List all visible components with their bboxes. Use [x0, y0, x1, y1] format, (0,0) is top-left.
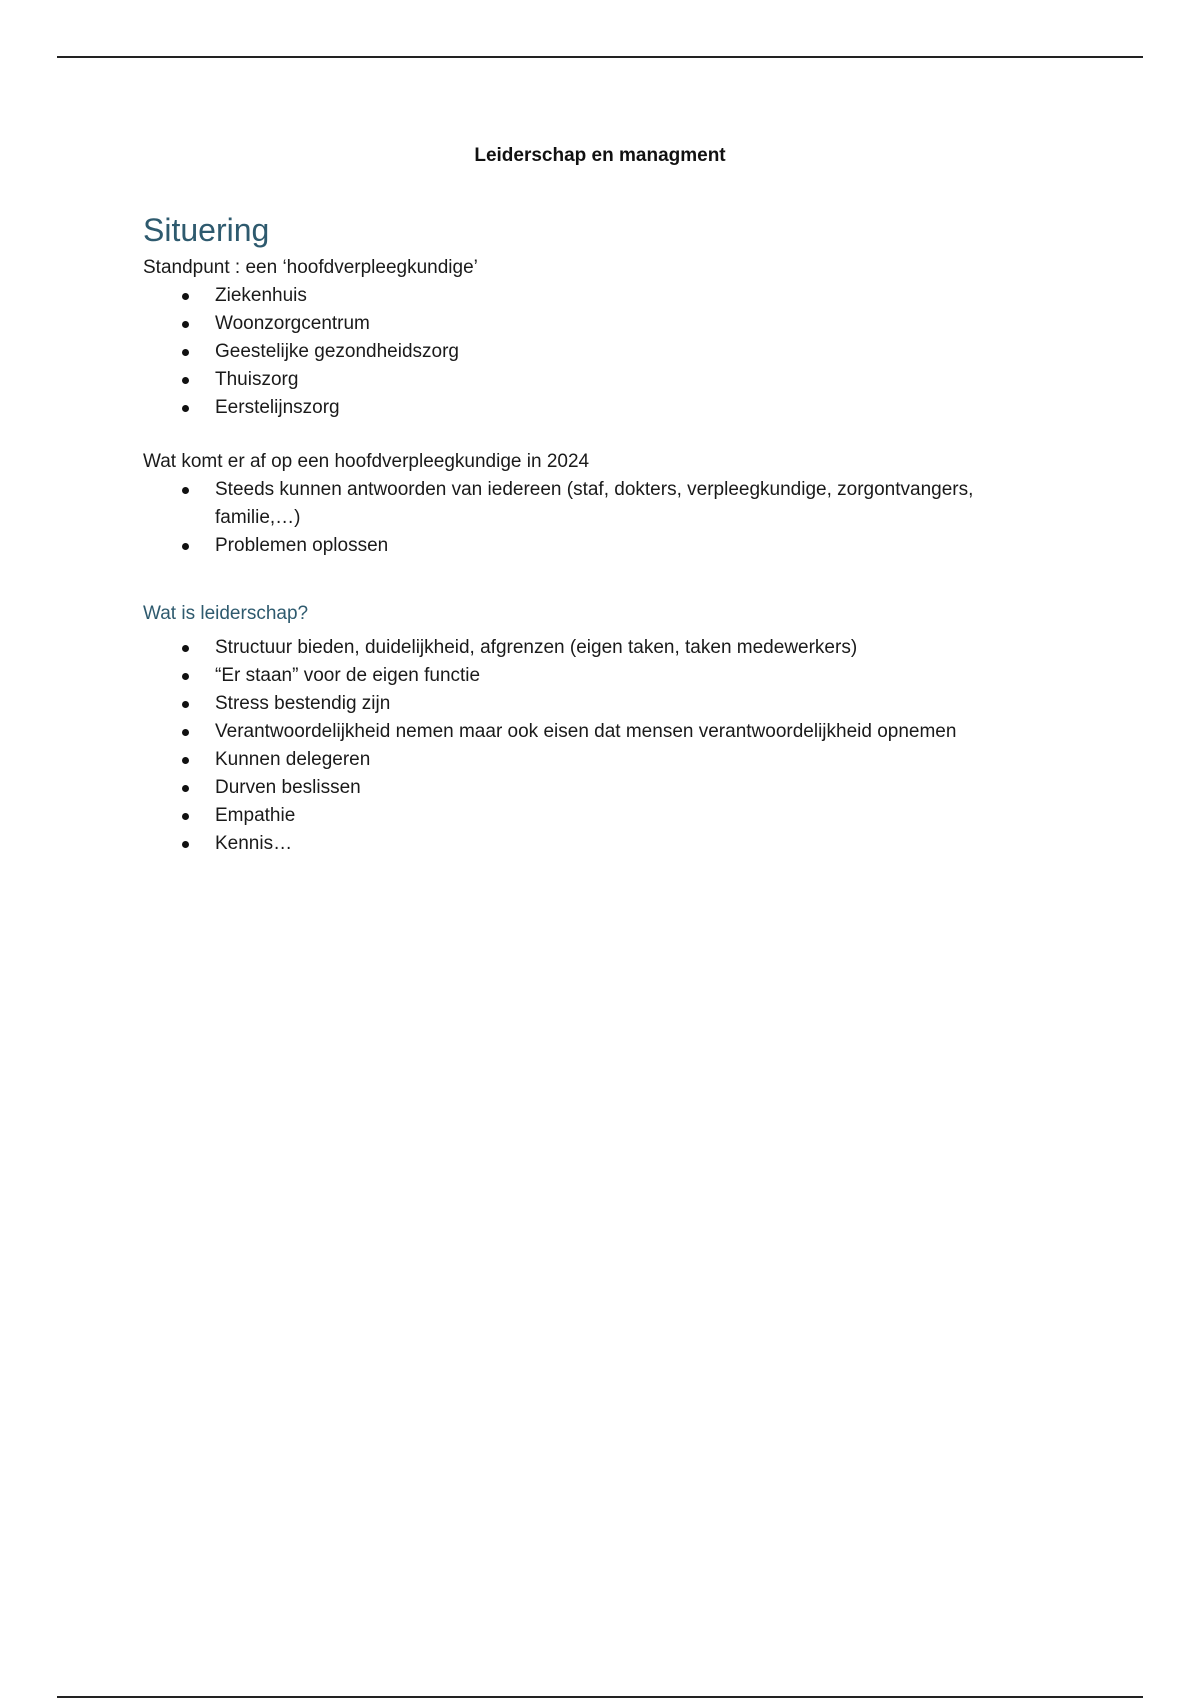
spacer — [143, 422, 1043, 448]
list-item: “Er staan” voor de eigen functie — [143, 662, 1043, 690]
document-body — [143, 208, 1043, 858]
bullet-icon — [182, 321, 189, 328]
list-item: Durven beslissen — [143, 774, 1043, 802]
setting-list — [143, 282, 1043, 422]
bullet-icon — [182, 377, 189, 384]
leadership-list — [143, 634, 1043, 858]
bullet-icon — [182, 729, 189, 736]
bullet-icon — [182, 813, 189, 820]
header-rule — [57, 56, 1143, 58]
list-item: Stress bestendig zijn — [143, 690, 1043, 718]
bullet-icon — [182, 673, 189, 680]
list-item: Verantwoordelijkheid nemen maar ook eisen dat mensen verantwoordelijkheid opnemen — [143, 718, 1043, 746]
list-item: Steeds kunnen antwoorden van iedereen (staf, dokters, verpleegkundige, zorgontvangers, familie,…) — [143, 476, 1043, 532]
bullet-icon — [182, 543, 189, 550]
bullet-icon — [182, 487, 189, 494]
bullet-icon — [182, 785, 189, 792]
bullet-icon — [182, 405, 189, 412]
list-item: Geestelijke gezondheidszorg — [143, 338, 1043, 366]
question-text: Wat komt er af op een hoofdverpleegkundige in 2024 — [143, 451, 590, 472]
document-title: Leiderschap en managment — [474, 145, 726, 166]
list-item: Ziekenhuis — [143, 282, 1043, 310]
tasks-list — [143, 476, 1043, 560]
list-item: Kunnen delegeren — [143, 746, 1043, 774]
list-item: Kennis… — [143, 830, 1043, 858]
bullet-icon — [182, 645, 189, 652]
bullet-icon — [182, 701, 189, 708]
list-item: Structuur bieden, duidelijkheid, afgrenzen (eigen taken, taken medewerkers) — [143, 634, 1043, 662]
list-item: Thuiszorg — [143, 366, 1043, 394]
spacer — [143, 560, 1043, 600]
bullet-icon — [182, 349, 189, 356]
heading-leiderschap: Wat is leiderschap? — [143, 603, 309, 624]
bullet-icon — [182, 841, 189, 848]
bullet-icon — [182, 293, 189, 300]
list-item: Empathie — [143, 802, 1043, 830]
list-item: Problemen oplossen — [143, 532, 1043, 560]
standpunt-text: Standpunt : een ‘hoofdverpleegkundige’ — [143, 257, 478, 278]
heading-situering: Situering — [143, 212, 270, 248]
list-item: Woonzorgcentrum — [143, 310, 1043, 338]
list-item: Eerstelijnszorg — [143, 394, 1043, 422]
footer-rule — [57, 1696, 1143, 1698]
bullet-icon — [182, 757, 189, 764]
